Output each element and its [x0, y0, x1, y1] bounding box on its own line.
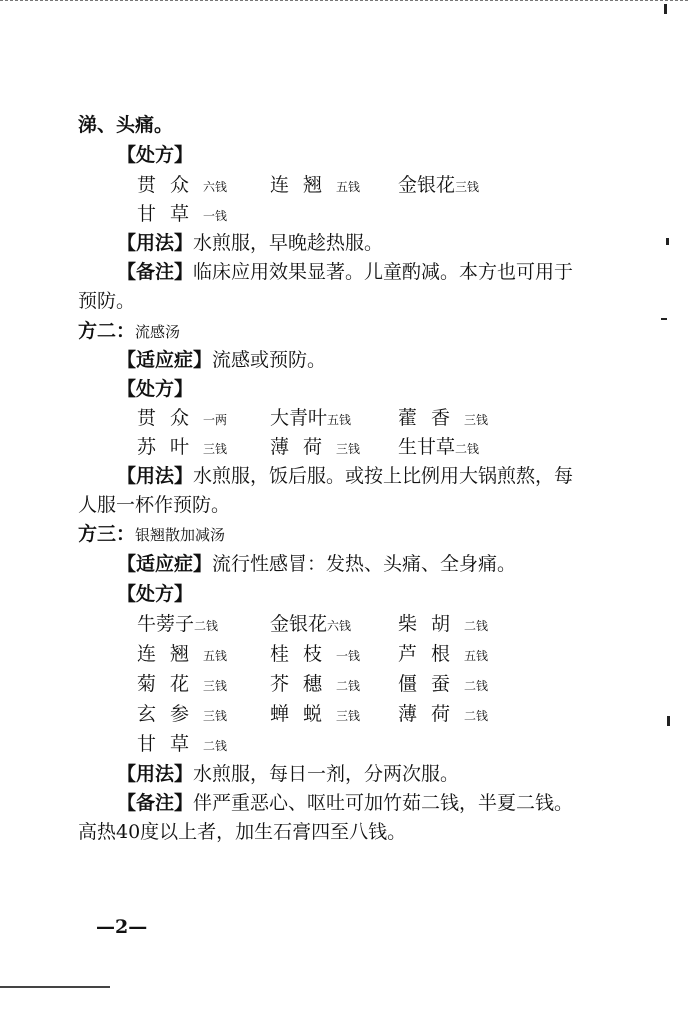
text-line: 预防。: [78, 290, 136, 312]
usage-line: [117, 463, 573, 489]
note-line: [117, 790, 573, 816]
herb-dose: 五钱: [464, 649, 489, 663]
text-line: 高热40度以上者，加生石膏四至八钱。: [78, 821, 407, 843]
herb-item: [137, 731, 227, 759]
herb-name: 甘草: [137, 203, 204, 225]
herb-dose: 五钱: [327, 413, 352, 427]
herb-name: 桂枝: [270, 643, 337, 665]
page-top-edge: [0, 0, 688, 5]
indication-text: 流感或预防。: [212, 349, 327, 371]
herb-item: [137, 405, 227, 433]
herb-dose: 三钱: [203, 679, 228, 693]
herb-dose: 二钱: [455, 442, 480, 456]
indication-line: [117, 551, 516, 577]
page-bottom-edge: [0, 986, 110, 988]
herb-name: 甘草: [137, 733, 204, 755]
indication-label: 【适应症】: [117, 349, 213, 371]
herb-item: [398, 641, 488, 669]
herb-item: [137, 201, 227, 229]
herb-name: 金银花: [270, 613, 328, 635]
herb-dose: 三钱: [203, 442, 228, 456]
herb-item: [398, 434, 479, 462]
scan-speck: [666, 238, 669, 245]
herb-dose: 三钱: [336, 442, 361, 456]
herb-name: 贯众: [137, 174, 204, 196]
herb-item: [398, 405, 488, 433]
herb-name: 大青叶: [270, 407, 328, 429]
indication-line: [117, 347, 326, 373]
herb-name: 蝉蜕: [270, 703, 337, 725]
herb-name: 芥穗: [270, 673, 337, 695]
note-label: 【备注】: [117, 792, 194, 814]
herb-dose: 一钱: [203, 209, 228, 223]
herb-item: [270, 611, 351, 639]
scan-speck: [664, 4, 667, 14]
herb-dose: 三钱: [455, 180, 480, 194]
herb-item: [398, 172, 479, 200]
herb-name: 金银花: [398, 174, 456, 196]
herb-dose: 六钱: [203, 180, 228, 194]
herb-item: [270, 172, 360, 200]
prescription-label: 【处方】: [117, 583, 194, 605]
herb-dose: 二钱: [203, 739, 228, 753]
herb-item: [398, 701, 488, 729]
herb-item: [270, 701, 360, 729]
herb-dose: 六钱: [327, 619, 352, 633]
herb-dose: 二钱: [464, 619, 489, 633]
usage-text: 水煎服，饭后服。或按上比例用大锅煎熬，每: [193, 465, 574, 487]
usage-text: 水煎服，每日一剂，分两次服。: [193, 763, 460, 785]
herb-name: 玄参: [137, 703, 204, 725]
herb-name: 藿香: [398, 407, 465, 429]
section-number: 方二：: [78, 320, 136, 342]
section-title: 流感汤: [135, 323, 181, 341]
text-line-continuation: 涕、头痛。: [78, 114, 174, 136]
usage-label: 【用法】: [117, 232, 194, 254]
section-number: 方三：: [78, 523, 136, 545]
herb-dose: 三钱: [464, 413, 489, 427]
herb-item: [137, 641, 227, 669]
page-number: —2—: [96, 916, 148, 938]
note-text: 伴严重恶心、呕吐可加竹茹二钱，半夏二钱。: [193, 792, 574, 814]
herb-dose: 二钱: [464, 679, 489, 693]
section-heading: [78, 318, 180, 345]
herb-name: 苏叶: [137, 436, 204, 458]
usage-label: 【用法】: [117, 763, 194, 785]
herb-name: 芦根: [398, 643, 465, 665]
herb-dose: 三钱: [203, 709, 228, 723]
herb-dose: 二钱: [336, 679, 361, 693]
herb-name: 连翘: [270, 174, 337, 196]
herb-item: [270, 434, 360, 462]
herb-name: 贯众: [137, 407, 204, 429]
usage-line: [117, 761, 459, 787]
herb-dose: 五钱: [203, 649, 228, 663]
herb-name: 薄荷: [270, 436, 337, 458]
herb-name: 菊花: [137, 673, 204, 695]
section-title: 银翘散加减汤: [135, 526, 226, 544]
herb-item: [137, 671, 227, 699]
indication-label: 【适应症】: [117, 553, 213, 575]
prescription-label: 【处方】: [117, 378, 194, 400]
scan-speck: [667, 716, 670, 726]
usage-label: 【用法】: [117, 465, 194, 487]
usage-text: 水煎服，早晚趁热服。: [193, 232, 384, 254]
herb-dose: 三钱: [336, 709, 361, 723]
section-heading: [78, 521, 225, 548]
usage-line: [117, 230, 383, 256]
herb-item: [137, 172, 227, 200]
herb-item: [398, 611, 488, 639]
herb-dose: 五钱: [336, 180, 361, 194]
herb-item: [137, 701, 227, 729]
herb-name: 连翘: [137, 643, 204, 665]
note-label: 【备注】: [117, 261, 194, 283]
herb-name: 僵蚕: [398, 673, 465, 695]
scan-speck: [661, 318, 667, 320]
herb-dose: 二钱: [464, 709, 489, 723]
herb-item: [398, 671, 488, 699]
herb-name: 牛蒡子: [137, 613, 195, 635]
herb-dose: 一钱: [336, 649, 361, 663]
herb-item: [270, 641, 360, 669]
herb-name: 生甘草: [398, 436, 456, 458]
herb-item: [270, 671, 360, 699]
note-text: 临床应用效果显著。儿童酌减。本方也可用于: [193, 261, 574, 283]
text-line: 人服一杯作预防。: [78, 494, 231, 516]
prescription-label: 【处方】: [117, 144, 194, 166]
herb-name: 柴胡: [398, 613, 465, 635]
herb-item: [137, 434, 227, 462]
herb-item: [137, 611, 218, 639]
note-line: [117, 259, 573, 285]
indication-text: 流行性感冒：发热、头痛、全身痛。: [212, 553, 517, 575]
herb-dose: 二钱: [194, 619, 219, 633]
herb-item: [270, 405, 351, 433]
herb-dose: 一两: [203, 413, 228, 427]
herb-name: 薄荷: [398, 703, 465, 725]
